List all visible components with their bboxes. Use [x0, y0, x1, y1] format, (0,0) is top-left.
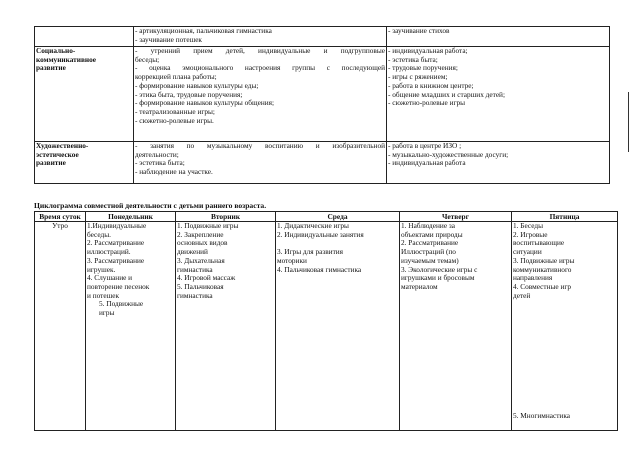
text-line: - театрализованные игры;	[135, 107, 215, 116]
text-line: развитие	[36, 64, 66, 73]
text-line: иллюстраций.	[87, 248, 131, 257]
table-row	[35, 47, 610, 142]
area-cell	[35, 27, 134, 47]
text-line: - эстетика быта;	[388, 55, 438, 64]
text-line: и потешек	[87, 291, 120, 300]
text-line: - игры с ряжением;	[388, 73, 448, 82]
independent-cell	[387, 142, 610, 184]
text-line: 1. Подвижные игры	[177, 222, 239, 230]
text-line: эстетическое	[36, 150, 79, 159]
text-line: воспитывающие	[513, 239, 565, 248]
text-line: беседы.	[87, 230, 111, 239]
header-monday: Понедельник	[86, 212, 176, 222]
text-line: коммуникативное	[36, 55, 96, 64]
header-wednesday: Среда	[276, 212, 400, 222]
text-line: - общение младших и старших детей;	[388, 90, 505, 99]
area-cell	[35, 142, 134, 184]
text-line: игрушками и бросовым	[401, 274, 475, 283]
text-line: 1.Индивидуальные	[87, 222, 147, 230]
text-line: гимнастика	[177, 265, 213, 274]
text-line: - этика быта, трудовые поручения;	[135, 90, 243, 99]
header-tuesday: Вторник	[176, 212, 276, 222]
text-line: 5. Пальчиковая	[177, 282, 224, 291]
header-time: Время суток	[35, 212, 86, 222]
text-line: - работа в книжном центре;	[388, 81, 474, 90]
text-line: 2. Рассматривание	[401, 239, 459, 248]
header-friday: Пятница	[512, 212, 618, 222]
text-line: - заучивание потешек	[135, 35, 202, 44]
text-line: 3. Игры для развития	[277, 248, 344, 257]
friday-bottom-item: 5. Многимнастика	[513, 411, 571, 420]
text-line: 4. Совместные игр	[513, 282, 572, 291]
text-line: движений	[177, 248, 208, 257]
text-line: 3. Экологические игры с	[401, 265, 478, 274]
text-line: 3. Дыхательная	[177, 256, 225, 265]
text-line: объектами природы	[401, 230, 463, 239]
monday-cell	[86, 222, 176, 431]
text-line: ситуации	[513, 248, 542, 257]
independent-cell	[387, 47, 610, 142]
text-line: материалом	[401, 282, 438, 291]
text-line: 2. Игровые	[513, 230, 548, 239]
text-line: основных видов	[177, 239, 228, 248]
text-line: - формирование навыков культуры общения;	[135, 99, 275, 108]
table-row	[35, 222, 618, 431]
text-line: 3. Рассматривание	[87, 256, 145, 265]
text-line: детей	[513, 291, 531, 300]
text-line: - эстетика быта;	[135, 159, 185, 168]
area-cell	[35, 47, 134, 142]
text-line: 1. Беседы	[513, 222, 543, 230]
text-line: 2. Закрепление	[177, 230, 224, 239]
text-line: - формирование навыков культуры еды;	[135, 81, 259, 90]
activities-cell	[134, 27, 387, 47]
text-line: - занятия по музыкальному воспитанию и изобразительной	[135, 141, 385, 150]
text-line: - работа в центре ИЗО ;	[388, 142, 462, 150]
text-line: 1. Дидактические игры	[277, 222, 349, 230]
text-line: 5. Подвижные	[99, 300, 144, 309]
activities-cell	[134, 47, 387, 142]
text-line: направления	[513, 274, 553, 283]
text-line: деятельности;	[135, 150, 179, 159]
text-line: повторение песенок	[87, 282, 150, 291]
time-cell: Утро	[35, 222, 86, 431]
cyclogram-table	[34, 211, 618, 431]
table-row	[35, 142, 610, 184]
text-line: - наблюдение на участке.	[135, 168, 213, 177]
text-line: - оценка эмоционального настроения группы с последующей	[135, 63, 385, 73]
activities-table	[34, 26, 610, 184]
text-line: - индивидуальная работа	[388, 159, 466, 168]
text-line: - музыкально-художественные досуги;	[388, 150, 509, 159]
text-line: Иллюстраций (по	[401, 248, 456, 257]
text-line: 4. Игровой массаж	[177, 274, 236, 283]
table-row	[35, 27, 610, 47]
text-line: - сюжетно-ролевые игры.	[135, 116, 214, 125]
text-line: - утренний прием детей, индивидуальные и подгрупповые	[135, 46, 385, 55]
text-line: развитие	[36, 159, 66, 168]
independent-cell	[387, 27, 610, 47]
text-line: 4. Пальчиковая гимнастика	[277, 265, 362, 274]
text-line: беседы;	[135, 55, 160, 64]
text-line: моторики	[277, 256, 307, 265]
text-line: - артикуляционная, пальчиковая гимнастика	[135, 27, 272, 35]
friday-cell	[512, 222, 618, 431]
text-line: - сюжетно-ролевые игры	[388, 99, 466, 108]
section-title: Циклограмма совместной деятельности с детьми раннего возраста.	[34, 201, 267, 210]
text-line: 4. Слушание и	[87, 274, 133, 283]
text-line: - индивидуальная работа;	[388, 47, 468, 55]
text-line: гимнастика	[177, 291, 213, 300]
text-line: 1. Наблюдение за	[401, 222, 456, 230]
text-line: 3. Подвижные игры	[513, 256, 575, 265]
text-line: игрушек.	[87, 265, 116, 274]
text-line: - заучивание стихов	[388, 27, 450, 35]
text-line: 2. Индивидуальные занятия	[277, 230, 364, 239]
text-line: коммуникативного	[513, 265, 572, 274]
text-line	[277, 239, 398, 248]
text-line: Художественно-	[36, 142, 89, 150]
text-line: - трудовые поручения;	[388, 64, 458, 73]
text-line: изучаемым темам)	[401, 256, 459, 265]
friday-items	[513, 222, 616, 300]
header-row	[35, 212, 618, 222]
header-thursday: Четверг	[400, 212, 512, 222]
thursday-cell	[400, 222, 512, 431]
text-line: коррекцией плана работы;	[135, 73, 217, 82]
text-line: Социально-	[36, 47, 76, 55]
text-line: 2. Рассматривание	[87, 239, 145, 248]
activities-cell	[134, 142, 387, 184]
wednesday-cell	[276, 222, 400, 431]
text-line: игры	[99, 309, 115, 318]
page-edge-line	[628, 92, 629, 152]
tuesday-cell	[176, 222, 276, 431]
